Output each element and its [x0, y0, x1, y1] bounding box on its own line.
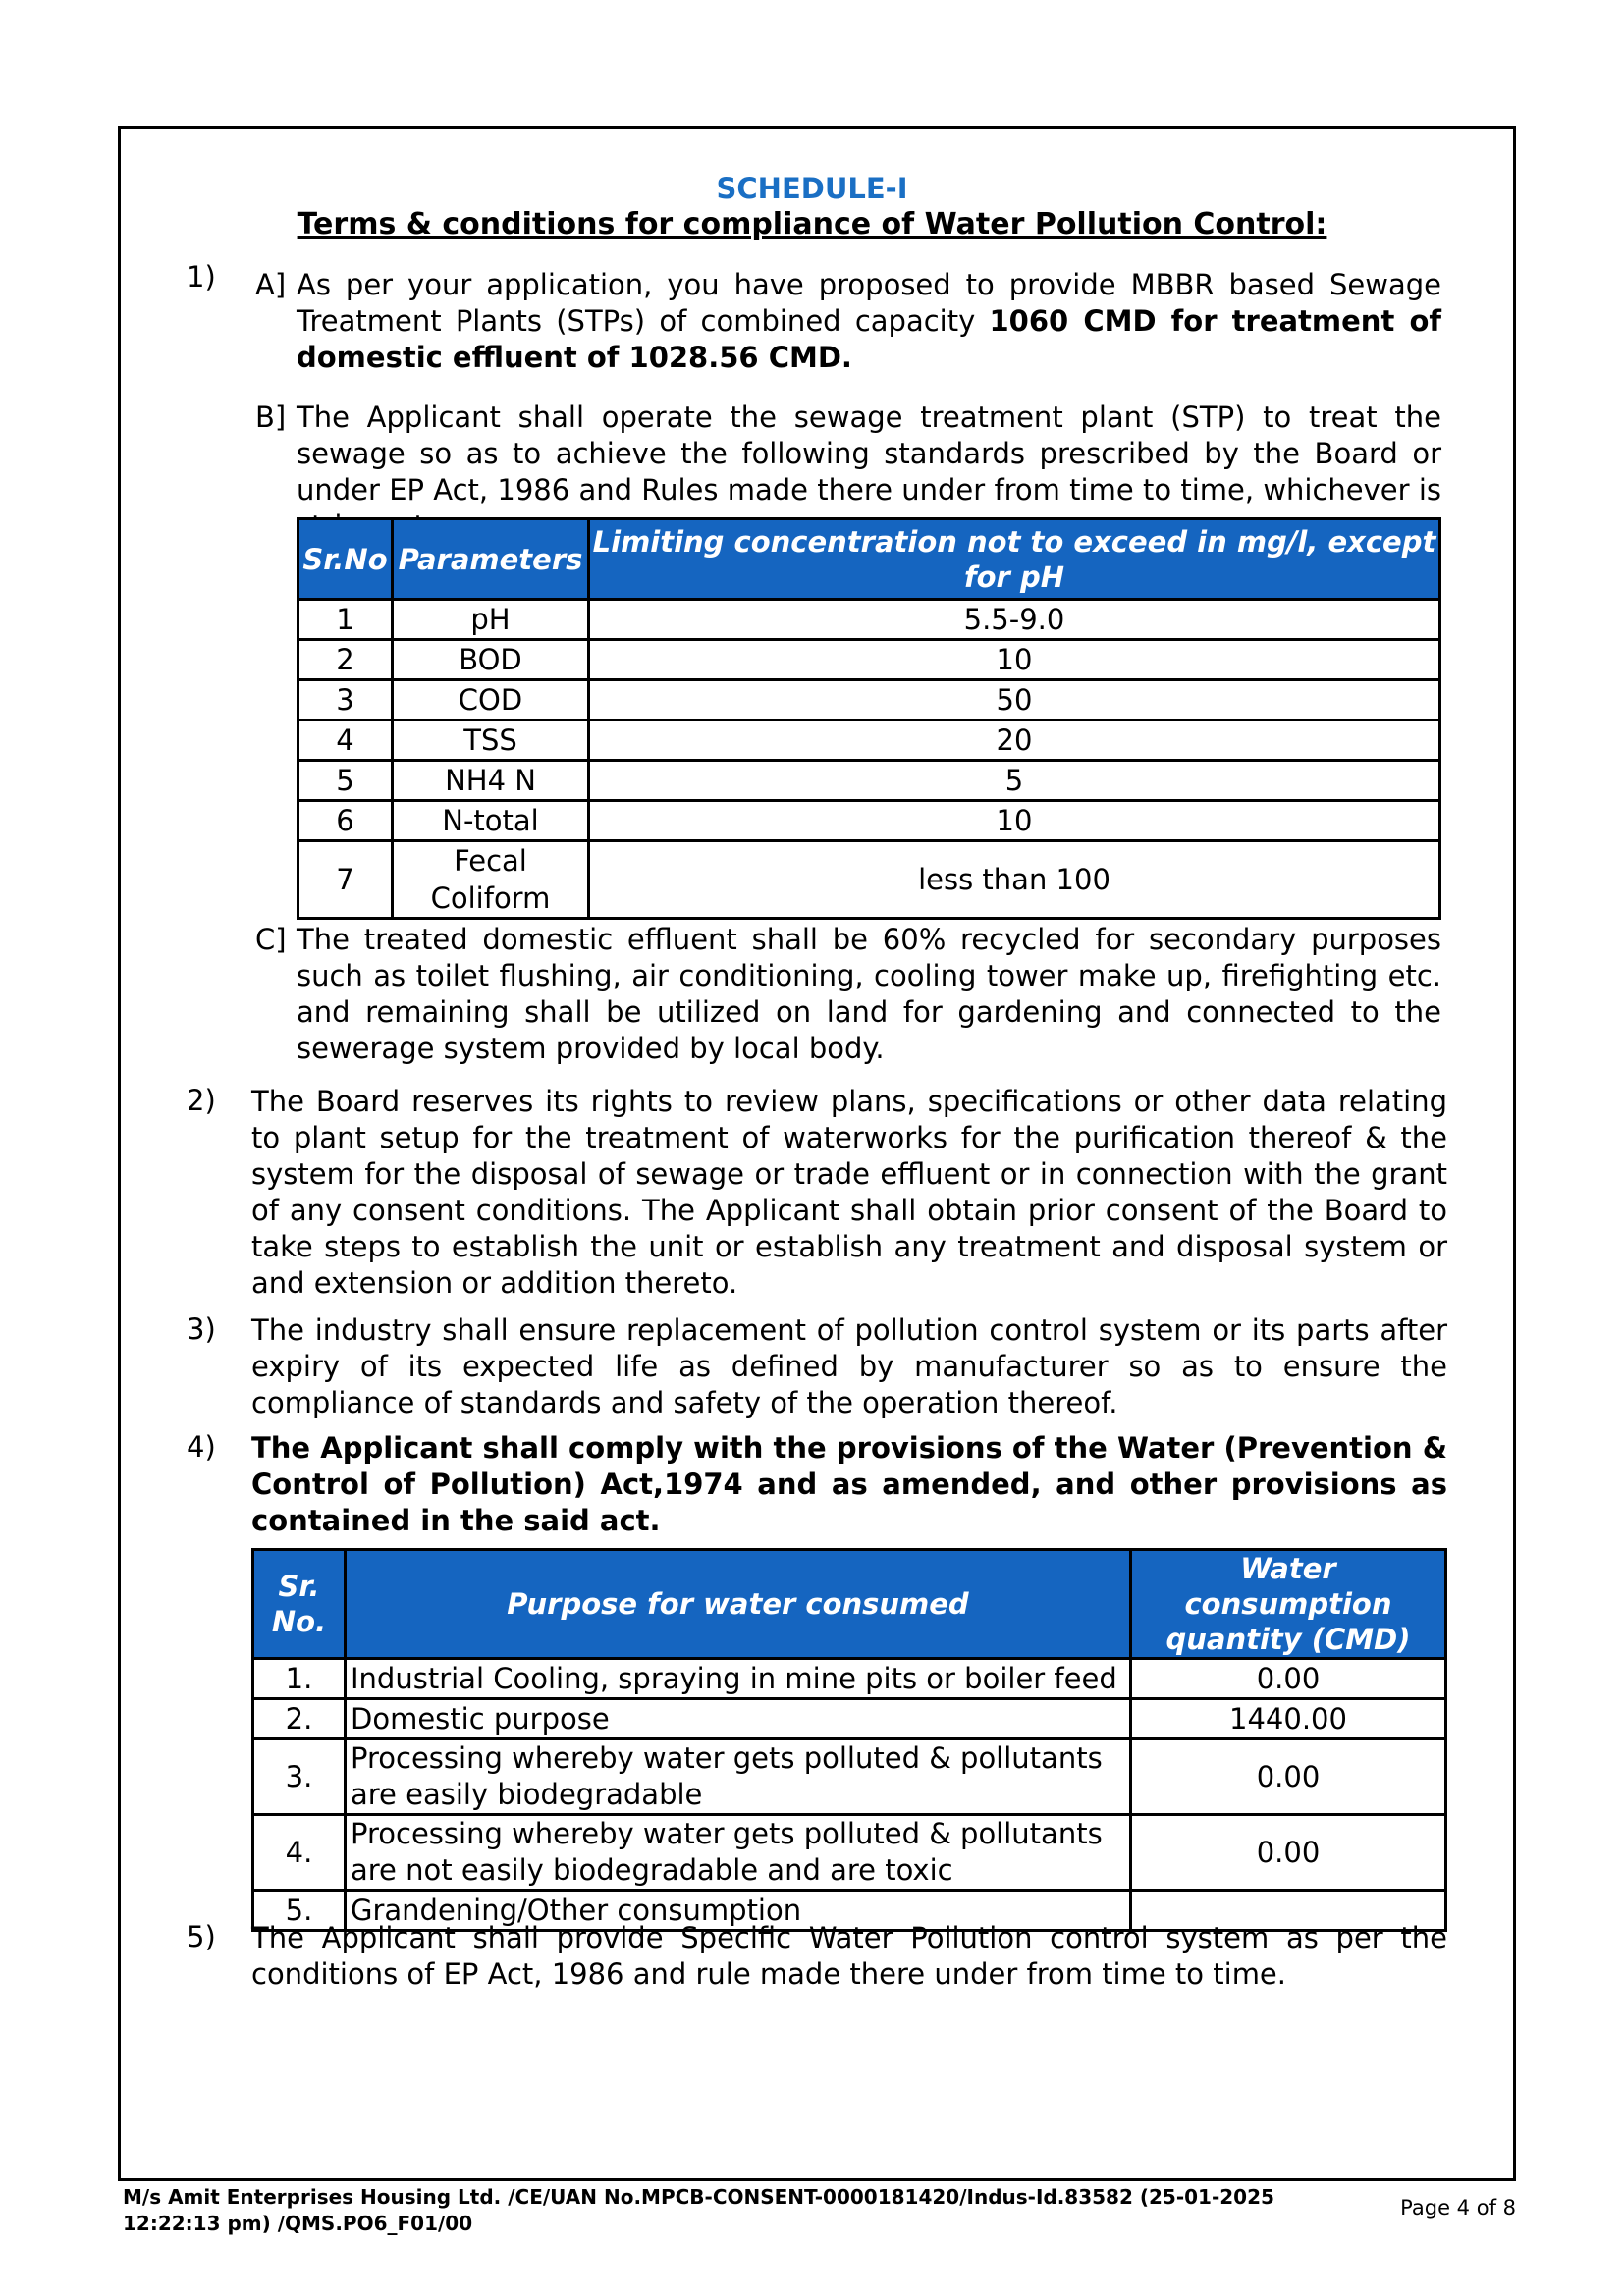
- table-row: [253, 1699, 1446, 1739]
- cell-srno: 4.: [253, 1815, 346, 1891]
- table-row: [253, 1659, 1446, 1699]
- standards-table: [297, 517, 1441, 920]
- table-row: [298, 721, 1440, 761]
- cell-quantity: 1440.00: [1131, 1699, 1446, 1739]
- cell-parameter: NH4 N: [393, 761, 589, 801]
- cell-quantity: 0.00: [1131, 1815, 1446, 1891]
- item-1a-label: A]: [255, 268, 287, 301]
- cell-parameter: pH: [393, 600, 589, 640]
- cell-srno: 1.: [253, 1659, 346, 1699]
- item-1c-label: C]: [255, 923, 287, 956]
- item-2-number: 2): [187, 1084, 216, 1117]
- page-number: Page 4 of 8: [1400, 2196, 1516, 2219]
- item-1a-text: As per your application, you have proposed to provide MBBR based Sewage Treatment Plants (STPs) of combined capacity 1060 CMD for treatment of domestic effluent of 1028.56 CMD.: [297, 268, 1441, 374]
- cell-limit: 10: [589, 640, 1440, 680]
- cell-srno: 7: [298, 841, 393, 919]
- cell-purpose: Industrial Cooling, spraying in mine pits or boiler feed: [346, 1659, 1131, 1699]
- cell-limit: 5: [589, 761, 1440, 801]
- cell-parameter: COD: [393, 680, 589, 721]
- schedule-title: SCHEDULE-I: [716, 172, 908, 205]
- cell-srno: 2.: [253, 1699, 346, 1739]
- item-4-text: The Applicant shall comply with the provisions of the Water (Prevention & Control of Pollution) Act,1974 and as amended, and other provisions as contained in the said act.: [251, 1431, 1447, 1537]
- cell-srno: 5: [298, 761, 393, 801]
- cell-limit: 5.5-9.0: [589, 600, 1440, 640]
- cell-parameter: N-total: [393, 801, 589, 841]
- table-row: [253, 1739, 1446, 1815]
- item-5-number: 5): [187, 1920, 216, 1953]
- item-5-text: The Applicant shall provide Specific Water Pollution control system as per the conditions of EP Act, 1986 and rule made there under from time to time.: [251, 1921, 1447, 1991]
- schedule-subtitle: Terms & conditions for compliance of Water Pollution Control:: [297, 207, 1327, 241]
- footer-reference: M/s Amit Enterprises Housing Ltd. /CE/UAN No.MPCB-CONSENT-0000181420/Indus-Id.83582 (25-01-2025 12:22:13 pm) /QMS.PO6_F01/00: [123, 2185, 1274, 2235]
- item-2-text: The Board reserves its rights to review plans, specifications or other data relating to plant setup for the treatment of waterworks for the purification thereof & the system for the disposal of sewage or trade effluent or in connection with the grant of any consent conditions. The Applicant shall obtain prior consent of the Board to take steps to establish the unit or establish any treatment and disposal system or and extension or addition thereto.: [251, 1085, 1447, 1300]
- cell-purpose: Domestic purpose: [346, 1699, 1131, 1739]
- table-row: [298, 841, 1440, 919]
- item-3-text: The industry shall ensure replacement of pollution control system or its parts after expiry of its expected life as defined by manufacturer so as to ensure the compliance of standards and safety of the operation thereof.: [251, 1313, 1447, 1419]
- standards-header-srno: Sr.No: [298, 519, 393, 600]
- item-1-number: 1): [187, 260, 216, 294]
- item-4-number: 4): [187, 1430, 216, 1464]
- cell-srno: 5.: [253, 1891, 346, 1931]
- table-row: [298, 801, 1440, 841]
- standards-header-parameters: Parameters: [393, 519, 589, 600]
- cell-quantity: 0.00: [1131, 1739, 1446, 1815]
- cell-parameter: BOD: [393, 640, 589, 680]
- water-header-purpose: Purpose for water consumed: [346, 1550, 1131, 1659]
- water-header-srno: Sr. No.: [253, 1550, 346, 1659]
- cell-quantity: 0.00: [1131, 1659, 1446, 1699]
- cell-parameter: Fecal Coliform: [393, 841, 589, 919]
- cell-limit: 10: [589, 801, 1440, 841]
- item-1c-text: The treated domestic effluent shall be 60% recycled for secondary purposes such as toilet flushing, air conditioning, cooling tower make up, firefighting etc. and remaining shall be utilized on land for gardening and connected to the sewerage system provided by local body.: [297, 923, 1441, 1065]
- cell-purpose: Grandening/Other consumption: [346, 1891, 1131, 1931]
- cell-limit: 50: [589, 680, 1440, 721]
- item-1b-label: B]: [255, 400, 287, 434]
- cell-purpose: Processing whereby water gets polluted & pollutants are not easily biodegradable and are toxic: [346, 1815, 1131, 1891]
- table-row: [253, 1815, 1446, 1891]
- cell-purpose: Processing whereby water gets polluted & pollutants are easily biodegradable: [346, 1739, 1131, 1815]
- table-row: [298, 640, 1440, 680]
- cell-srno: 3.: [253, 1739, 346, 1815]
- item-1b-text: The Applicant shall operate the sewage treatment plant (STP) to treat the sewage so as to achieve the following standards prescribed by the Board or under EP Act, 1986 and Rules made there under from time to time, whichever is: [297, 400, 1441, 507]
- cell-srno: 1: [298, 600, 393, 640]
- cell-parameter: TSS: [393, 721, 589, 761]
- table-row: [298, 680, 1440, 721]
- water-consumption-table: [251, 1548, 1447, 1932]
- table-row: [298, 600, 1440, 640]
- cell-srno: 2: [298, 640, 393, 680]
- cell-srno: 4: [298, 721, 393, 761]
- cell-limit: less than 100: [589, 841, 1440, 919]
- cell-srno: 6: [298, 801, 393, 841]
- table-row: [298, 761, 1440, 801]
- water-header-quantity: Water consumption quantity (CMD): [1131, 1550, 1446, 1659]
- standards-header-limit: Limiting concentration not to exceed in mg/l, except for pH: [589, 519, 1440, 600]
- cell-srno: 3: [298, 680, 393, 721]
- item-3-number: 3): [187, 1312, 216, 1346]
- cell-limit: 20: [589, 721, 1440, 761]
